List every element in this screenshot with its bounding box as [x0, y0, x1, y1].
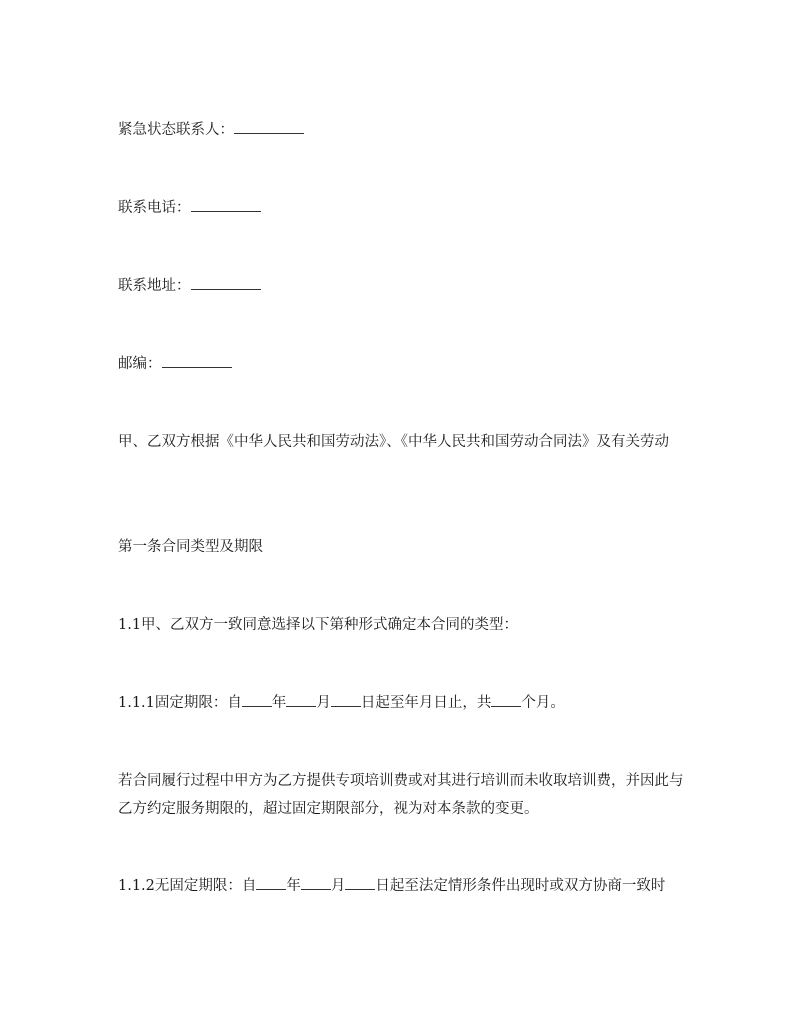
phone-line [118, 194, 688, 222]
months-count-blank[interactable] [491, 690, 521, 707]
training-paragraph [118, 767, 688, 823]
year-label: 年 [271, 695, 287, 711]
open-start-day-blank[interactable] [345, 873, 375, 890]
open-start-year-blank[interactable] [256, 873, 286, 890]
intro-text: 甲、乙双方根据《中华人民共和国劳动法》、《中华人民共和国劳动合同法》及有关劳动 [118, 434, 669, 450]
open-year-label: 年 [286, 878, 301, 894]
start-day-blank[interactable] [331, 690, 361, 707]
emergency-contact-line [118, 116, 688, 144]
clause-1-1-text: 1.1甲、乙双方一致同意选择以下第种形式确定本合同的类型： [118, 617, 519, 633]
open-start-month-blank[interactable] [301, 873, 331, 890]
article1-title [118, 533, 688, 561]
clause-1-1-2-suffix: 日起至法定情形条件出现时或双方协商一致时 [375, 878, 666, 894]
address-label: 联系地址： [118, 278, 191, 294]
emergency-contact-label: 紧急状态联系人： [118, 122, 234, 138]
clause-1-1-1 [118, 689, 688, 717]
open-month-label: 月 [330, 878, 346, 894]
emergency-contact-blank[interactable] [234, 117, 304, 134]
training-text: 若合同履行过程中甲方为乙方提供专项培训费或对其进行培训而未收取培训费，并因此与乙方约定服务期限的，超过固定期限部分，视为对本条款的变更。 [118, 773, 684, 817]
clause-1-1 [118, 611, 688, 639]
start-year-blank[interactable] [242, 690, 272, 707]
postcode-blank[interactable] [162, 351, 232, 368]
clause-1-1-1-prefix: 1.1.1固定期限：自 [118, 695, 242, 711]
address-blank[interactable] [191, 273, 261, 290]
postcode-label: 邮编： [118, 356, 162, 372]
clause-1-1-2-prefix: 1.1.2无固定期限：自 [118, 878, 257, 894]
phone-label: 联系电话： [118, 200, 191, 216]
phone-blank[interactable] [191, 195, 261, 212]
intro-paragraph [118, 428, 688, 456]
months-suffix: 个月。 [521, 695, 565, 711]
article1-title-text: 第一条合同类型及期限 [118, 539, 263, 555]
month-label: 月 [316, 695, 331, 711]
address-line [118, 272, 688, 300]
day-to-label: 日起至年月日止，共 [360, 695, 492, 711]
postcode-line [118, 350, 688, 378]
start-month-blank[interactable] [286, 690, 316, 707]
clause-1-1-2 [118, 872, 688, 900]
